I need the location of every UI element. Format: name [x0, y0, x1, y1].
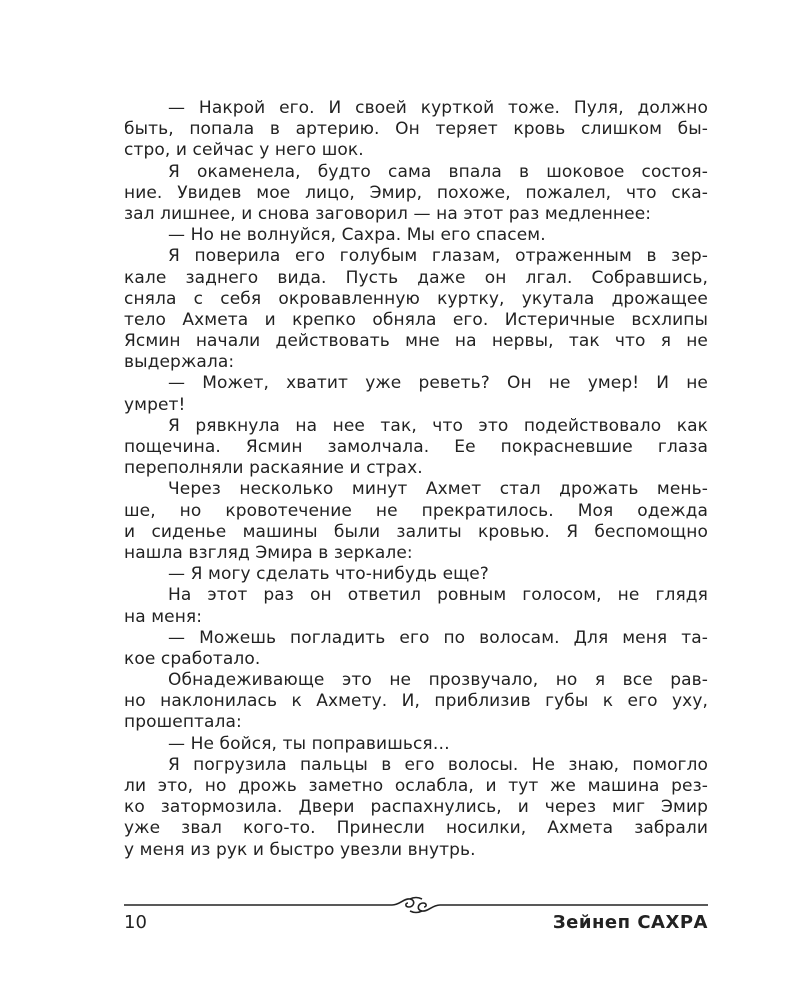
text-line: ние. Увидев мое лицо, Эмир, похоже, пожалел, что ска-: [124, 182, 708, 203]
text-line: — Накрой его. И своей курткой тоже. Пуля, должно: [168, 98, 708, 118]
text-line: На этот раз он ответил ровным голосом, не глядя: [168, 585, 708, 606]
text-line: зал лишнее, и снова заговорил — на этот раз медленнее:: [124, 203, 652, 224]
page-number: 10: [124, 912, 147, 933]
text-line: быть, попала в артерию. Он теряет кровь слишком бы-: [124, 119, 708, 140]
text-line: Я поверила его голубым глазам, отраженным в зер-: [168, 246, 708, 267]
text-line: на меня:: [124, 606, 203, 627]
text-line: нашла взгляд Эмира в зеркале:: [124, 542, 413, 563]
text-line: ли это, но дрожь заметно ослабла, и тут же машина рез-: [124, 776, 708, 796]
text-line: у меня из рук и быстро увезли внутрь.: [124, 839, 476, 860]
text-line: Я окаменела, будто сама впала в шоковое состоя-: [168, 161, 708, 182]
running-title: Зейнеп САХРА: [552, 912, 708, 933]
text-line: умрет!: [124, 394, 186, 415]
text-line: — Можешь погладить его по волосам. Для меня та-: [168, 627, 708, 648]
text-line: — Может, хватит уже реветь? Он не умер! И не: [168, 373, 708, 394]
text-line: ко затормозила. Двери распахнулись, и через миг Эмир: [124, 797, 708, 818]
page-body: [124, 98, 708, 861]
text-line: сняла с себя окровавленную куртку, укутала дрожащее: [124, 288, 708, 309]
text-line: кале заднего вида. Пусть даже он лгал. Собравшись,: [124, 267, 708, 288]
text-line: пощечина. Ясмин замолчала. Ее покрасневшие глаза: [124, 437, 708, 457]
text-line: Обнадеживающе это не прозвучало, но я все рав-: [168, 670, 708, 691]
text-line: — Не бойся, ты поправишься…: [168, 733, 450, 754]
text-line: Я рявкнула на нее так, что это подействовало как: [168, 415, 708, 436]
text-line: Через несколько минут Ахмет стал дрожать мень-: [168, 479, 708, 500]
text-line: но наклонилась к Ахмету. И, приблизив губы к его уху,: [124, 691, 708, 712]
text-line: выдержала:: [124, 352, 235, 373]
text-line: Ясмин начали действовать мне на нервы, так что я не: [124, 331, 708, 352]
text-line: стро, и сейчас у него шок.: [124, 140, 364, 161]
text-line: и сиденье машины были залиты кровью. Я беспомощно: [124, 521, 708, 542]
text-line: ше, но кровотечение не прекратилось. Моя одежда: [124, 500, 708, 521]
text-line: — Я могу сделать что-нибудь еще?: [168, 564, 489, 585]
text-line: уже звал кого-то. Принесли носилки, Ахмета забрали: [124, 818, 708, 839]
text-line: тело Ахмета и крепко обняла его. Истеричные всхлипы: [124, 309, 708, 330]
text-line: прошептала:: [124, 712, 242, 733]
text-line: переполняли раскаяние и страх.: [124, 458, 423, 479]
text-line: кое сработало.: [124, 648, 261, 669]
text-line: — Но не волнуйся, Сахра. Мы его спасем.: [168, 225, 546, 246]
scroll-ornament-icon: [392, 898, 440, 913]
text-line: Я погрузила пальцы в его волосы. Не знаю, помогло: [168, 754, 708, 775]
